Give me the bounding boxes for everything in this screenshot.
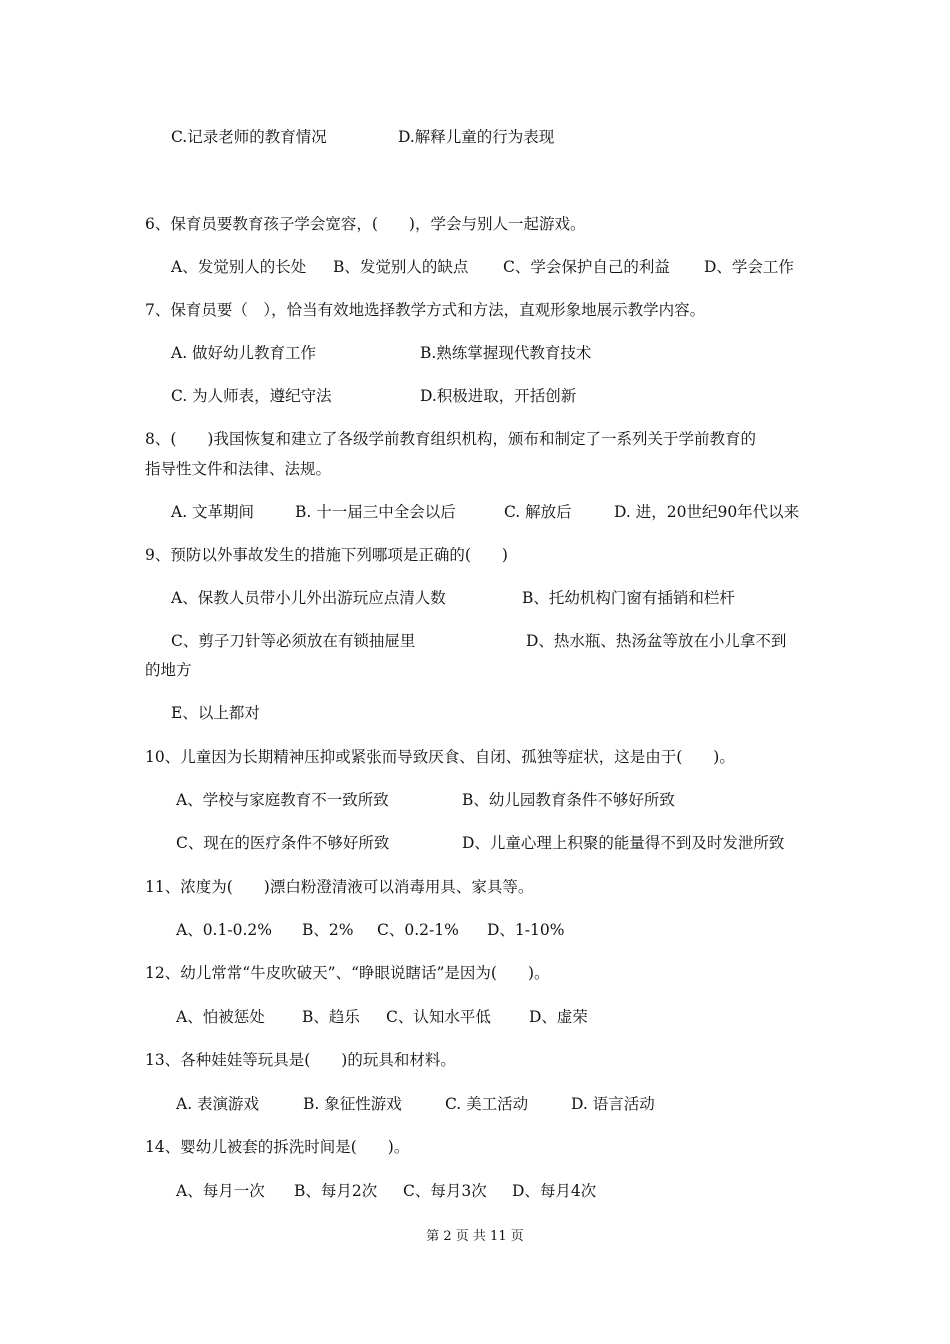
page-number-footer: 第 2 页 共 11 页 (426, 1229, 524, 1244)
question-12-option-c: C、认知水平低 (386, 1008, 491, 1026)
question-14-option-a: A、每月一次 (176, 1182, 265, 1200)
question-9-option-b: B、托幼机构门窗有插销和栏杆 (522, 589, 735, 607)
question-13-option-d: D. 语言活动 (571, 1095, 655, 1113)
question-10-option-a: A、学校与家庭教育不一致所致 (176, 791, 389, 809)
question-8-option-c: C. 解放后 (504, 503, 572, 521)
question-9-option-d: D、热水瓶、热汤盆等放在小儿拿不到 (526, 632, 787, 650)
question-6-option-b: B、发觉别人的缺点 (333, 258, 469, 276)
question-11-option-d: D、1-10% (487, 921, 565, 939)
question-9-option-a: A、保教人员带小儿外出游玩应点清人数 (171, 589, 446, 607)
question-6-stem: 6、保育员要教育孩子学会宽容，( )，学会与别人一起游戏。 (145, 215, 586, 233)
question-11-option-a: A、0.1-0.2% (176, 921, 272, 939)
question-12-option-a: A、怕被惩处 (176, 1008, 265, 1026)
question-10-option-b: B、幼儿园教育条件不够好所致 (462, 791, 675, 809)
question-9-option-d-wrap: 的地方 (145, 661, 192, 679)
question-13-option-b: B. 象征性游戏 (303, 1095, 402, 1113)
question-14-option-d: D、每月4次 (512, 1182, 597, 1200)
question-12-stem: 12、幼儿常常“牛皮吹破天”、“睁眼说瞎话”是因为( )。 (145, 964, 550, 982)
question-11-stem: 11、浓度为( )漂白粉澄清液可以消毒用具、家具等。 (145, 878, 534, 896)
question-9-option-c: C、剪子刀针等必须放在有锁抽屉里 (171, 632, 416, 650)
question-8-option-d: D. 进，20世纪90年代以来 (614, 503, 800, 521)
question-7-stem: 7、保育员要（ ），恰当有效地选择教学方式和方法，直观形象地展示教学内容。 (145, 301, 706, 319)
question-11-option-b: B、2% (302, 921, 354, 939)
question-12-option-b: B、趋乐 (302, 1008, 360, 1026)
option-c-continued: C.记录老师的教育情况 (171, 128, 327, 146)
question-11-option-c: C、0.2-1% (377, 921, 459, 939)
question-14-option-b: B、每月2次 (294, 1182, 378, 1200)
question-7-option-c: C. 为人师表，遵纪守法 (171, 387, 332, 405)
question-10-option-d: D、儿童心理上积聚的能量得不到及时发泄所致 (462, 834, 785, 852)
question-9-option-e: E、以上都对 (171, 704, 260, 722)
question-13-option-a: A. 表演游戏 (176, 1095, 260, 1113)
question-6-option-d: D、学会工作 (704, 258, 794, 276)
question-13-option-c: C. 美工活动 (445, 1095, 529, 1113)
question-13-stem: 13、各种娃娃等玩具是( )的玩具和材料。 (145, 1051, 456, 1069)
question-10-option-c: C、现在的医疗条件不够好所致 (176, 834, 390, 852)
option-d-continued: D.解释儿童的行为表现 (398, 128, 555, 146)
question-14-stem: 14、婴幼儿被套的拆洗时间是( )。 (145, 1138, 410, 1156)
question-7-option-d: D.积极进取，开括创新 (420, 387, 577, 405)
question-9-stem: 9、预防以外事故发生的措施下列哪项是正确的( ) (145, 546, 508, 564)
question-14-option-c: C、每月3次 (403, 1182, 487, 1200)
question-12-option-d: D、虚荣 (529, 1008, 588, 1026)
question-8-option-b: B. 十一届三中全会以后 (295, 503, 456, 521)
question-8-option-a: A. 文革期间 (171, 503, 255, 521)
question-7-option-b: B.熟练掌握现代教育技术 (420, 344, 592, 362)
question-7-option-a: A. 做好幼儿教育工作 (171, 344, 317, 362)
question-6-option-a: A、发觉别人的长处 (171, 258, 307, 276)
question-10-stem: 10、儿童因为长期精神压抑或紧张而导致厌食、自闭、孤独等症状，这是由于( )。 (145, 748, 735, 766)
question-8-stem-line2: 指导性文件和法律、法规。 (145, 460, 332, 478)
question-6-option-c: C、学会保护自己的利益 (503, 258, 670, 276)
question-8-stem-line1: 8、( )我国恢复和建立了各级学前教育组织机构，颁布和制定了一系列关于学前教育的 (145, 430, 756, 448)
